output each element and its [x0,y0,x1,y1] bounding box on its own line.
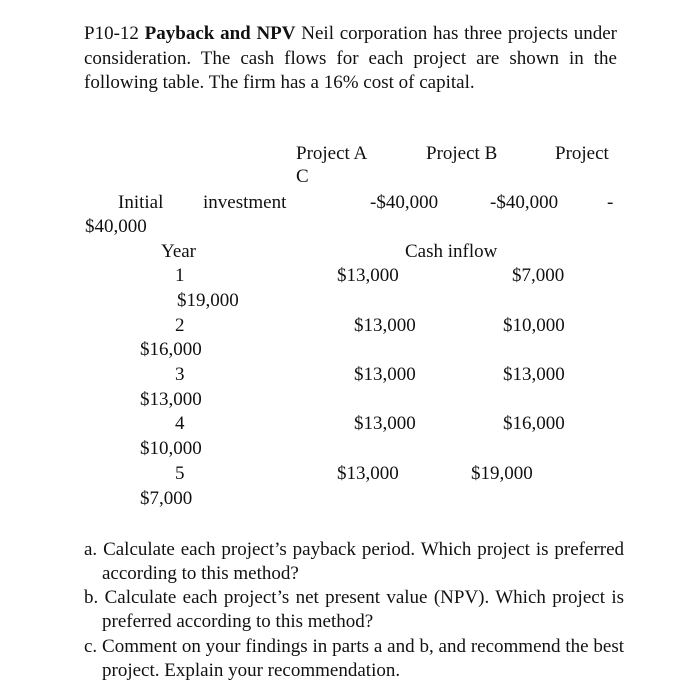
row-b: $19,000 [471,463,533,484]
question-label: b. [84,587,99,608]
problem-title: Payback and NPV [144,23,296,44]
header-project-c-part2: C [296,166,309,187]
row-a: $13,000 [354,364,416,385]
row-c: $10,000 [140,438,202,459]
row-a: $13,000 [337,463,399,484]
problem-code: P10-12 [84,23,139,44]
question-text: Comment on your findings in parts a and b, and recommend the best project. Explain your recommendation. [102,636,625,681]
row-year: 5 [175,463,185,484]
initial-c-value: $40,000 [85,216,147,237]
question-b [84,586,624,634]
question-a [84,538,624,586]
row-b: $7,000 [512,265,565,286]
initial-label-word2: investment [203,192,287,213]
initial-label-word1: Initial [118,192,164,213]
row-c: $16,000 [140,339,202,360]
question-text: Calculate each project’s payback period. Which project is preferred according to this method? [102,539,625,584]
question-label: a. [84,539,98,560]
initial-b: -$40,000 [490,192,559,213]
cash-inflow-label: Cash inflow [405,241,498,262]
row-a: $13,000 [354,413,416,434]
row-c: $19,000 [177,290,239,311]
header-project-c-part1: Project [555,143,609,164]
header-project-b: Project B [426,143,498,164]
initial-a: -$40,000 [370,192,439,213]
row-b: $16,000 [503,413,565,434]
row-year: 4 [175,413,185,434]
question-label: c. [84,636,98,657]
row-c: $7,000 [140,488,193,509]
question-text: Calculate each project’s net present value (NPV). Which project is preferred according to this method? [102,587,625,632]
header-project-a: Project A [296,143,368,164]
question-c [84,635,624,683]
row-b: $10,000 [503,315,565,336]
row-year: 2 [175,315,185,336]
row-a: $13,000 [354,315,416,336]
row-year: 3 [175,364,185,385]
problem-text: Neil corporation has three projects under consideration. The cash flows for each project are shown in the following table. The firm has a 16% cost of capital. [84,23,618,93]
year-label: Year [161,241,197,262]
row-b: $13,000 [503,364,565,385]
initial-c-dash: - [607,192,614,213]
row-year: 1 [175,265,185,286]
row-c: $13,000 [140,389,202,410]
row-a: $13,000 [337,265,399,286]
problem-intro [84,22,617,96]
